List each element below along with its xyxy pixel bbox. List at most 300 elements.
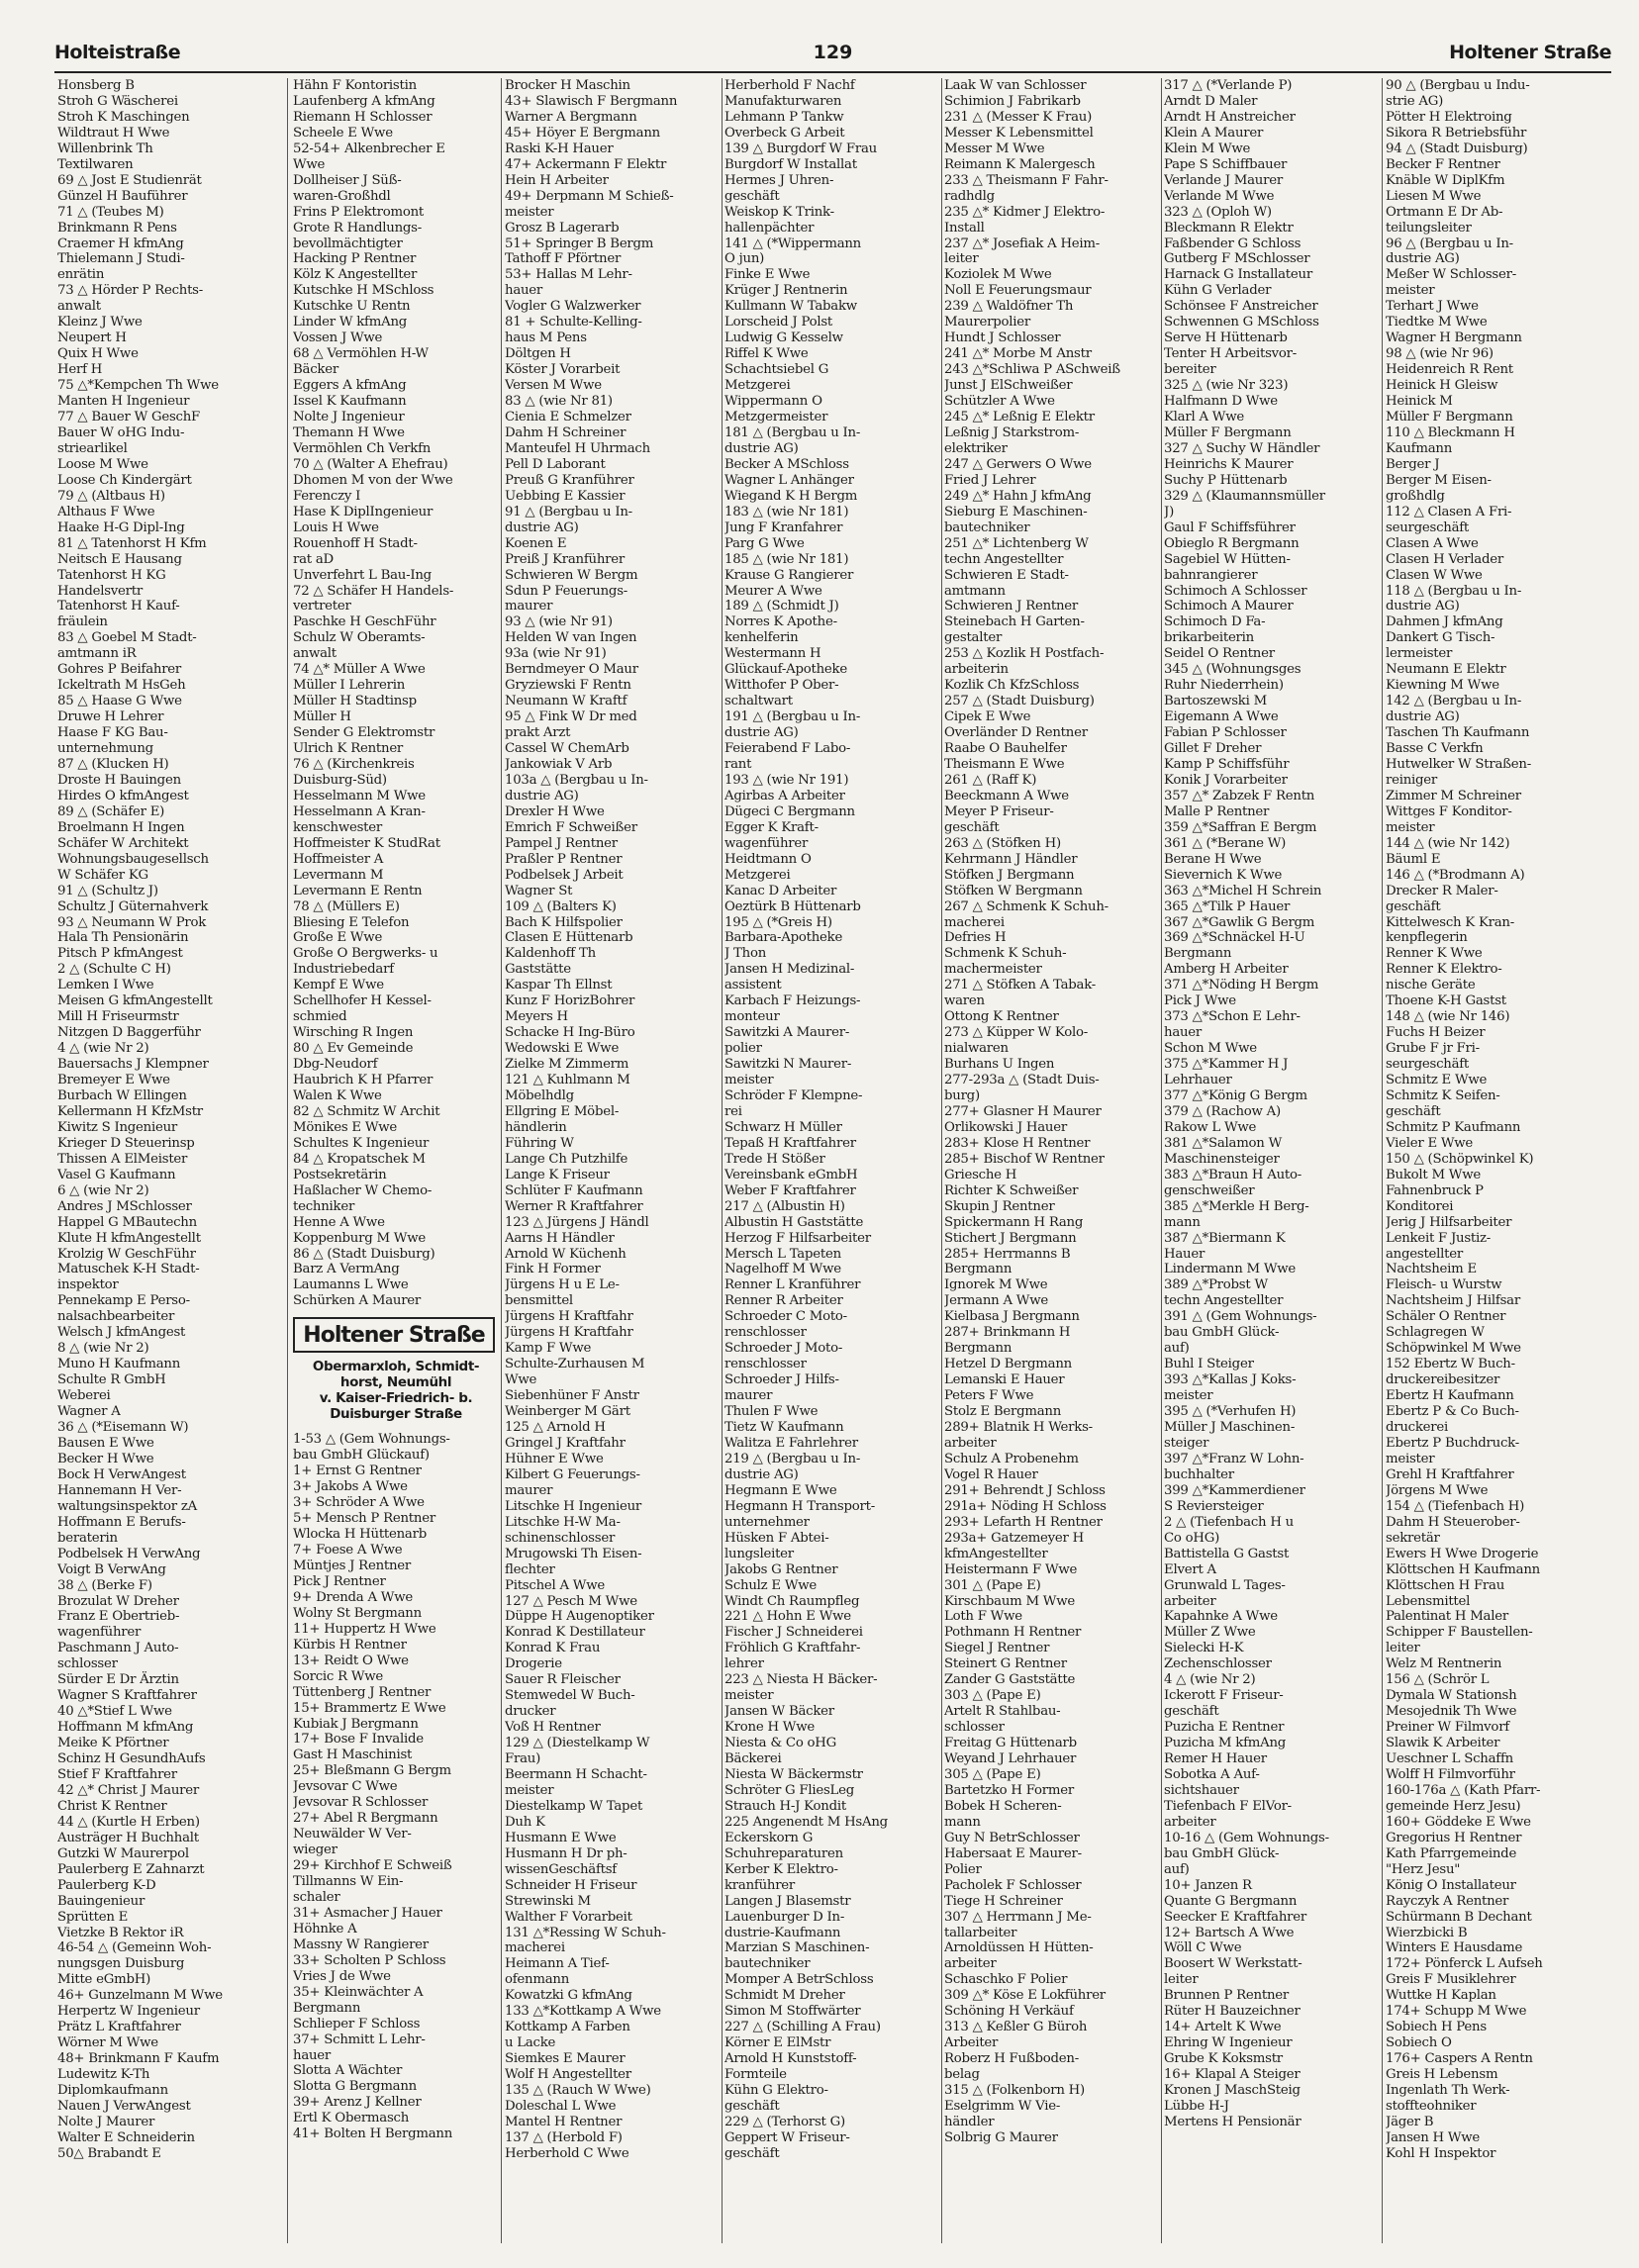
directory-entry: Sielecki H-K xyxy=(1164,1641,1244,1656)
directory-entry: Schulz W Oberamts- xyxy=(293,630,426,646)
directory-entry: Walter E Schneiderin xyxy=(57,2129,195,2145)
directory-entry: Klarl A Wwe xyxy=(1164,410,1244,425)
directory-entry: Thielemann J Studi- xyxy=(57,251,185,267)
directory-entry: Raabe O Bauhelfer xyxy=(944,741,1067,757)
directory-entry: Wagner L Anhänger xyxy=(724,472,854,488)
directory-entry: 4 △ (wie Nr 2) xyxy=(1164,1672,1256,1688)
directory-entry: Elvert A xyxy=(1164,1561,1216,1577)
directory-entry: Wolff H Filmvorführ xyxy=(1386,1766,1515,1782)
directory-entry: 391 △ (Gem Wohnungs- xyxy=(1164,1309,1317,1325)
column-divider xyxy=(941,78,942,2243)
directory-entry: 303 △ (Pape E) xyxy=(944,1688,1041,1704)
directory-entry: Hoffmeister A xyxy=(293,851,384,867)
directory-entry: inspektor xyxy=(57,1277,119,1293)
directory-entry: Finke E Wwe xyxy=(724,267,811,283)
directory-entry: 53+ Hallas M Lehr- xyxy=(505,267,632,283)
directory-entry: Lebensmittel xyxy=(1386,1593,1471,1609)
directory-entry: 69 △ Jost E Studienrät xyxy=(57,172,202,188)
directory-entry: Schröter G FliesLeg xyxy=(724,1782,855,1798)
directory-entry: arbeiter xyxy=(944,1956,997,1972)
directory-entry: macherei xyxy=(944,914,1005,930)
directory-entry: Install xyxy=(944,220,985,236)
directory-entry: strie AG) xyxy=(1386,93,1444,109)
directory-entry: Gregorius H Rentner xyxy=(1386,1830,1522,1845)
directory-entry: 141 △ (*Wippermann xyxy=(724,236,861,251)
directory-entry: Kozlik Ch KfzSchloss xyxy=(944,678,1080,694)
directory-entry: Jörgens M Wwe xyxy=(1386,1482,1489,1498)
directory-entry: Brozulat W Dreher xyxy=(57,1593,179,1609)
directory-entry: Ingenlath Th Werk- xyxy=(1386,2083,1510,2099)
directory-entry: Husmann H Dr ph- xyxy=(505,1845,627,1861)
directory-entry: 363 △*Michel H Schrein xyxy=(1164,883,1322,898)
directory-entry: Bäcker xyxy=(293,362,338,378)
column-1 xyxy=(57,78,285,2245)
directory-entry: Pitsch P kfmAngest xyxy=(57,946,183,962)
directory-entry: Gaul F Schiffsführer xyxy=(1164,520,1296,535)
directory-entry: Formteile xyxy=(724,2067,787,2083)
directory-entry: Lindermann M Wwe xyxy=(1164,1262,1297,1277)
directory-entry: schmied xyxy=(293,1009,347,1025)
directory-entry: Fischer J Schneiderei xyxy=(724,1625,863,1641)
directory-entry: 112 △ Clasen A Fri- xyxy=(1386,504,1512,520)
directory-entry: Muno H Kaufmann xyxy=(57,1357,181,1372)
directory-entry: Dahm H Steuerober- xyxy=(1386,1514,1520,1530)
page-header xyxy=(54,42,1611,69)
directory-entry: 377 △*König G Bergm xyxy=(1164,1088,1307,1103)
directory-entry: Führing W xyxy=(505,1135,574,1151)
directory-entry: Versen M Wwe xyxy=(505,378,602,394)
directory-entry: 75 △*Kempchen Th Wwe xyxy=(57,378,219,394)
directory-entry: 139 △ Burgdorf W Frau xyxy=(724,141,878,156)
directory-entry: Vietzke B Rektor iR xyxy=(57,1925,184,1940)
directory-entry: 160-176a △ (Kath Pfarr- xyxy=(1386,1782,1541,1798)
directory-entry: Große O Bergwerks- u xyxy=(293,946,438,962)
directory-entry: Kutschke H MSchloss xyxy=(293,283,434,299)
directory-entry: Louis H Wwe xyxy=(293,520,379,535)
directory-entry: Wirsching R Ingen xyxy=(293,1025,414,1041)
column-6 xyxy=(1164,78,1380,2245)
directory-entry: 156 △ (Schrör L xyxy=(1386,1672,1490,1688)
directory-entry: "Herz Jesu" xyxy=(1386,1861,1461,1877)
directory-entry: nalsachbearbeiter xyxy=(57,1309,175,1325)
directory-entry: vertreter xyxy=(293,599,351,614)
directory-entry: 357 △* Zabzek F Rentn xyxy=(1164,788,1315,803)
directory-entry: 68 △ Vermöhlen H-W xyxy=(293,346,429,362)
directory-entry: maurer xyxy=(505,599,553,614)
directory-entry: Unverfehrt L Bau-Ing xyxy=(293,567,432,583)
directory-entry: fräulein xyxy=(57,614,108,630)
directory-entry: Kiwitz S Ingenieur xyxy=(57,1119,178,1135)
directory-entry: Ludwig G Kesselw xyxy=(724,331,843,346)
directory-entry: Pape S Schiffbauer xyxy=(1164,156,1288,172)
directory-entry: Brocker H Maschin xyxy=(505,78,630,93)
directory-entry: Wwe xyxy=(293,156,326,172)
directory-entry: Sauer R Fleischer xyxy=(505,1672,621,1688)
directory-entry: 98 △ (wie Nr 96) xyxy=(1386,346,1494,362)
directory-entry: hauer xyxy=(293,2047,332,2063)
directory-entry: händlerin xyxy=(505,1119,567,1135)
directory-entry: 110 △ Bleckmann H xyxy=(1386,425,1515,440)
directory-entry: Niesta & Co oHG xyxy=(724,1736,837,1751)
directory-entry: Thulen F Wwe xyxy=(724,1404,819,1420)
directory-entry: Kowatzki G kfmAng xyxy=(505,1988,632,2004)
directory-entry: Basse C Verkfn xyxy=(1386,741,1484,757)
directory-entry: Battistella G Gastst xyxy=(1164,1546,1290,1561)
directory-entry: Uebbing E Kassier xyxy=(505,488,626,504)
directory-entry: flechter xyxy=(505,1561,555,1577)
directory-entry: Preuß G Kranführer xyxy=(505,472,634,488)
directory-entry: Eggers A kfmAng xyxy=(293,378,407,394)
running-head-right: Holtener Straße xyxy=(1449,42,1611,63)
directory-entry: Dahmen J kfmAng xyxy=(1386,614,1503,630)
directory-entry: 263 △ (Stöfken H) xyxy=(944,835,1061,851)
directory-entry: Renner L Kranführer xyxy=(724,1277,861,1293)
directory-entry: Herpertz W Ingenieur xyxy=(57,2004,200,2020)
directory-entry: Emrich F Schweißer xyxy=(505,819,637,835)
directory-entry: gestalter xyxy=(944,630,1003,646)
directory-entry: 369 △*Schnäckel H-U xyxy=(1164,930,1305,946)
directory-entry: 160+ Göddeke E Wwe xyxy=(1386,1814,1531,1830)
directory-entry: Brunnen P Rentner xyxy=(1164,1988,1289,2004)
directory-entry: Grehl H Kraftfahrer xyxy=(1386,1466,1514,1482)
directory-entry: 176+ Caspers A Rentn xyxy=(1386,2051,1533,2067)
directory-entry: elektriker xyxy=(944,440,1008,456)
directory-entry: 38 △ (Berke F) xyxy=(57,1577,152,1593)
directory-entry: 277+ Glasner H Maurer xyxy=(944,1103,1102,1119)
directory-entry: Glückauf-Apotheke xyxy=(724,662,847,678)
directory-entry: Malle P Rentner xyxy=(1164,803,1270,819)
directory-entry: Pick J Rentner xyxy=(293,1573,386,1589)
directory-entry: Stemwedel W Buch- xyxy=(505,1688,635,1704)
directory-entry: 154 △ (Tiefenbach H) xyxy=(1386,1498,1525,1514)
directory-entry: 45+ Höyer E Bergmann xyxy=(505,125,660,141)
directory-entry: Fuchs H Beizer xyxy=(1386,1025,1486,1041)
directory-entry: 389 △*Probst W xyxy=(1164,1277,1268,1293)
directory-entry: dustrie AG) xyxy=(724,1466,799,1482)
directory-entry: Kronen J MaschSteig xyxy=(1164,2083,1301,2099)
directory-entry: 71 △ (Teubes M) xyxy=(57,204,164,220)
directory-entry: 1-53 △ (Gem Wohnungs- xyxy=(293,1432,450,1448)
directory-entry: meister xyxy=(1386,819,1435,835)
directory-entry: Levermann M xyxy=(293,867,384,883)
directory-entry: Krause G Rangierer xyxy=(724,567,854,583)
directory-entry: sichtshauer xyxy=(1164,1782,1239,1798)
directory-entry: Jansen H Wwe xyxy=(1386,2129,1481,2145)
directory-entry: Schellhofer H Kessel- xyxy=(293,993,432,1009)
directory-entry: techn Angestellter xyxy=(1164,1293,1284,1309)
directory-entry: 4 △ (wie Nr 2) xyxy=(57,1041,149,1057)
directory-entry: Weber F Kraftfahrer xyxy=(724,1182,856,1198)
directory-entry: Winters E Hausdame xyxy=(1386,1940,1523,1956)
directory-entry: Lübbe H-J xyxy=(1164,2099,1229,2114)
directory-entry: Pacholek F Schlosser xyxy=(944,1877,1082,1893)
directory-entry: 81 △ Tatenhorst H Kfm xyxy=(57,535,207,551)
directory-entry: Althaus F Wwe xyxy=(57,504,155,520)
directory-entry: Paulerberg E Zahnarzt xyxy=(57,1861,205,1877)
directory-entry: Jansen H Medizinal- xyxy=(724,962,855,978)
directory-entry: 80 △ Ev Gemeinde xyxy=(293,1041,414,1057)
column-5 xyxy=(944,78,1160,2245)
directory-entry: Mertens H Pensionär xyxy=(1164,2114,1302,2129)
directory-entry: Haubrich K H Pfarrer xyxy=(293,1073,434,1088)
directory-entry: Heimann A Tief- xyxy=(505,1956,610,1972)
directory-entry: Ickeltrath M HsGeh xyxy=(57,678,186,694)
page-number: 129 xyxy=(813,42,853,63)
directory-entry: 313 △ Keßler G Büroh xyxy=(944,2020,1088,2035)
directory-entry: Neumann E Elektr xyxy=(1386,662,1506,678)
directory-entry: Mitte eGmbH) xyxy=(57,1972,151,1988)
directory-entry: wieger xyxy=(293,1843,337,1858)
directory-entry: Ebertz P Buchdruck- xyxy=(1386,1435,1519,1451)
directory-entry: seurgeschäft xyxy=(1386,1057,1470,1073)
running-head-left: Holteistraße xyxy=(54,42,181,63)
directory-entry: Ignorek M Wwe xyxy=(944,1277,1048,1293)
directory-entry: Hesselmann M Wwe xyxy=(293,788,426,803)
directory-entry: Renner K Wwe xyxy=(1386,946,1483,962)
directory-entry: waltungsinspektor zA xyxy=(57,1498,197,1514)
directory-entry: Nauen J VerwAngest xyxy=(57,2099,191,2114)
directory-entry: Polier xyxy=(944,1861,982,1877)
directory-entry: Heidtmann O xyxy=(724,851,812,867)
directory-entry: Sievernich K Wwe xyxy=(1164,867,1283,883)
directory-entry: 293a+ Gatzemeyer H xyxy=(944,1530,1084,1546)
directory-entry: 43+ Slawisch F Bergmann xyxy=(505,93,678,109)
directory-entry: Manten H Ingenieur xyxy=(57,394,190,410)
directory-entry: Kamp P Schiffsführ xyxy=(1164,756,1290,772)
directory-entry: Lauenburger D In- xyxy=(724,1909,845,1925)
directory-entry: 185 △ (wie Nr 181) xyxy=(724,551,849,567)
directory-entry: Knäble W DiplKfm xyxy=(1386,172,1505,188)
directory-entry: 375 △*Kammer H J xyxy=(1164,1057,1289,1073)
directory-entry: 72 △ Schäfer H Handels- xyxy=(293,583,454,599)
directory-entry: Schimoch D Fa- xyxy=(1164,614,1266,630)
directory-entry: Maschinensteiger xyxy=(1164,1151,1280,1167)
directory-entry: Schlüter F Kaufmann xyxy=(505,1182,643,1198)
directory-entry: Textilwaren xyxy=(57,156,134,172)
directory-entry: Mantel H Rentner xyxy=(505,2114,623,2129)
directory-entry: 77 △ Bauer W GeschF xyxy=(57,410,201,425)
directory-entry: Riemann H Schlosser xyxy=(293,109,433,125)
directory-entry: Eigemann A Wwe xyxy=(1164,709,1279,725)
directory-entry: Duh K xyxy=(505,1814,545,1830)
directory-entry: lehrer xyxy=(724,1656,764,1672)
directory-entry: unternehmer xyxy=(724,1514,810,1530)
directory-entry: 249 △* Hahn J kfmAng xyxy=(944,488,1092,504)
directory-entry: 17+ Bose F Invalide xyxy=(293,1732,424,1748)
directory-entry: Möbelhdlg xyxy=(505,1088,574,1103)
directory-entry: 40 △*Stief L Wwe xyxy=(57,1704,172,1720)
directory-entry: Hoffmann M kfmAng xyxy=(57,1720,194,1736)
directory-entry: Reimann K Malergesch xyxy=(944,156,1096,172)
directory-entry: 257 △ (Stadt Duisburg) xyxy=(944,694,1095,709)
directory-entry: 46-54 △ (Gemeinn Woh- xyxy=(57,1940,212,1956)
directory-entry: 3+ Jakobs A Wwe xyxy=(293,1479,408,1495)
directory-entry: Orlikowski J Hauer xyxy=(944,1119,1067,1135)
directory-entry: 93a (wie Nr 91) xyxy=(505,646,607,662)
directory-entry: Theismann E Wwe xyxy=(944,756,1065,772)
directory-entry: 285+ Bischof W Rentner xyxy=(944,1151,1105,1167)
directory-entry: Grube K Koksmstr xyxy=(1164,2051,1283,2067)
directory-entry: Sdun P Feuerungs- xyxy=(505,583,628,599)
directory-entry: Zimmer M Schreiner xyxy=(1386,788,1521,803)
directory-entry: 361 △ (*Berane W) xyxy=(1164,835,1287,851)
directory-entry: Bobek H Scheren- xyxy=(944,1798,1062,1814)
directory-entry: Eselgrimm W Vie- xyxy=(944,2099,1061,2114)
directory-entry: tallarbeiter xyxy=(944,1925,1017,1940)
directory-entry: 29+ Kirchhof E Schweiß xyxy=(293,1858,452,1874)
directory-entry: Müller J Maschinen- xyxy=(1164,1420,1296,1436)
directory-entry: amtmann xyxy=(944,583,1006,599)
directory-entry: Lenkeit F Justiz- xyxy=(1386,1230,1492,1246)
directory-entry: Tiege H Schreiner xyxy=(944,1893,1063,1909)
directory-entry: 345 △ (Wohnungsges xyxy=(1164,662,1302,678)
column-divider xyxy=(501,78,502,2243)
directory-entry: Burgdorf W Installat xyxy=(724,156,857,172)
directory-entry: mann xyxy=(944,1814,981,1830)
directory-entry: 50△ Brabandt E xyxy=(57,2145,161,2161)
directory-entry: Hannemann H Ver- xyxy=(57,1482,182,1498)
directory-entry: Jermann A Wwe xyxy=(944,1293,1048,1309)
directory-entry: Raski K-H Hauer xyxy=(505,141,614,156)
directory-entry: belag xyxy=(944,2067,980,2083)
directory-entry: Stöfken J Bergmann xyxy=(944,867,1075,883)
directory-entry: Vasel G Kaufmann xyxy=(57,1167,176,1182)
directory-entry: 309 △* Köse E Lokführer xyxy=(944,1988,1106,2004)
directory-entry: Rakow L Wwe xyxy=(1164,1119,1257,1135)
directory-entry: Schroeder J Hilfs- xyxy=(724,1372,839,1388)
directory-entry: schinenschlosser xyxy=(505,1530,616,1546)
directory-entry: 323 △ (Oploh W) xyxy=(1164,204,1272,220)
directory-entry: Schinz H GesundhAufs xyxy=(57,1751,206,1767)
directory-entry: Wlocka H Hüttenarb xyxy=(293,1527,427,1543)
directory-entry: Welz M Rentnerin xyxy=(1386,1656,1502,1672)
directory-entry: Druwe H Lehrer xyxy=(57,709,164,725)
directory-entry: haus M Pens xyxy=(505,331,587,346)
directory-entry: Skupin J Rentner xyxy=(944,1198,1055,1214)
directory-entry: Ellgring E Möbel- xyxy=(505,1103,620,1119)
directory-entry: Meyer P Friseur- xyxy=(944,803,1054,819)
directory-entry: Grote R Handlungs- xyxy=(293,220,422,236)
directory-entry: 393 △*Kallas J Koks- xyxy=(1164,1372,1297,1388)
directory-entry: Müller F Bergmann xyxy=(1164,425,1292,440)
directory-entry: 273 △ Küpper W Kolo- xyxy=(944,1025,1088,1041)
directory-entry: dustrie AG) xyxy=(1386,599,1460,614)
street-section-subtitle: horst, Neumühl xyxy=(339,1374,452,1391)
directory-entry: machermeister xyxy=(944,962,1042,978)
directory-entry: 327 △ Suchy W Händler xyxy=(1164,440,1320,456)
directory-entry: 129 △ (Diestelkamp W xyxy=(505,1736,650,1751)
directory-entry: 86 △ (Stadt Duisburg) xyxy=(293,1246,435,1262)
directory-entry: Schulz E Wwe xyxy=(724,1577,818,1593)
directory-entry: Jerig J Hilfsarbeiter xyxy=(1386,1214,1512,1230)
directory-entry: Tiedtke M Wwe xyxy=(1386,315,1488,331)
directory-entry: Manufakturwaren xyxy=(724,93,842,109)
directory-entry: Renner R Arbeiter xyxy=(724,1293,843,1309)
directory-entry: 148 △ (wie Nr 146) xyxy=(1386,1009,1510,1025)
directory-entry: 146 △ (*Brodmann A) xyxy=(1386,867,1525,883)
directory-entry: schlosser xyxy=(944,1720,1005,1736)
directory-entry: 261 △ (Raff K) xyxy=(944,772,1037,788)
directory-entry: 35+ Kleinwächter A xyxy=(293,1984,424,2000)
directory-entry: Amberg H Arbeiter xyxy=(1164,962,1289,978)
directory-entry: Krolzig W GeschFühr xyxy=(57,1246,196,1262)
directory-entry: Laumanns L Wwe xyxy=(293,1277,409,1293)
directory-entry: dustrie AG) xyxy=(724,725,799,741)
directory-entry: Drecker R Maler- xyxy=(1386,883,1498,898)
directory-entry: Ortmann E Dr Ab- xyxy=(1386,204,1503,220)
directory-entry: 1+ Ernst G Rentner xyxy=(293,1464,422,1479)
directory-entry: Tietz W Kaufmann xyxy=(724,1420,844,1436)
directory-entry: 48+ Brinkmann F Kaufm xyxy=(57,2051,220,2067)
directory-entry: rei xyxy=(724,1103,742,1119)
directory-entry: Fahnenbruck P xyxy=(1386,1182,1484,1198)
directory-entry: Hase K DiplIngenieur xyxy=(293,504,434,520)
directory-entry: Arndt D Maler xyxy=(1164,93,1258,109)
directory-entry: Arnold H Kunststoff- xyxy=(724,2051,857,2067)
directory-entry: bautechniker xyxy=(724,1956,811,1972)
directory-entry: 9+ Drenda A Wwe xyxy=(293,1589,413,1605)
directory-entry: arbeiter xyxy=(1164,1593,1216,1609)
directory-entry: sekretär xyxy=(1386,1530,1440,1546)
column-3 xyxy=(505,78,721,2245)
directory-entry: Döltgen H xyxy=(505,346,571,362)
directory-entry: 25+ Bleßmann G Bergm xyxy=(293,1763,451,1779)
directory-entry: Köster J Vorarbeit xyxy=(505,362,621,378)
directory-entry: Fleisch- u Wurstw xyxy=(1386,1277,1502,1293)
directory-entry: 243 △*Schliwa P ASchweiß xyxy=(944,362,1120,378)
directory-entry: enrätin xyxy=(57,267,105,283)
directory-entry: Sorcic R Wwe xyxy=(293,1668,384,1684)
street-section-subtitle: Obermarxloh, Schmidt- xyxy=(312,1359,480,1375)
directory-entry: Schacke H Ing-Büro xyxy=(505,1025,635,1041)
directory-entry: bau GmbH Glück- xyxy=(1164,1325,1280,1341)
directory-entry: Hutwelker W Straßen- xyxy=(1386,756,1531,772)
directory-entry: Loose M Wwe xyxy=(57,456,148,472)
directory-entry: Krone H Wwe xyxy=(724,1720,815,1736)
directory-entry: Wwe xyxy=(505,1372,537,1388)
directory-entry: Schachtsiebel G xyxy=(724,362,829,378)
directory-entry: 191 △ (Bergbau u In- xyxy=(724,709,861,725)
directory-entry: ofenmann xyxy=(505,1972,570,1988)
directory-entry: radhdlg xyxy=(944,188,995,204)
directory-entry: Schulz A Probenehm xyxy=(944,1451,1079,1466)
directory-entry: Ickerott F Friseur- xyxy=(1164,1688,1284,1704)
directory-entry: Schimoch A Maurer xyxy=(1164,599,1294,614)
directory-entry: Müntjes J Rentner xyxy=(293,1558,412,1573)
directory-entry: 37+ Schmitt L Lehr- xyxy=(293,2032,426,2047)
directory-entry: 381 △*Salamon W xyxy=(1164,1135,1283,1151)
directory-entry: Berger J xyxy=(1386,456,1440,472)
directory-entry: Langen J Blasemstr xyxy=(724,1893,851,1909)
directory-entry: 93 △ (wie Nr 91) xyxy=(505,614,613,630)
directory-entry: Schipper F Baustellen- xyxy=(1386,1625,1533,1641)
directory-entry: 193 △ (wie Nr 191) xyxy=(724,772,849,788)
directory-entry: 181 △ (Bergbau u In- xyxy=(724,425,861,440)
directory-entry: Bergmann xyxy=(293,2000,361,2016)
directory-entry: 121 △ Kuhlmann M xyxy=(505,1073,630,1088)
directory-entry: Bartetzko H Former xyxy=(944,1782,1074,1798)
directory-entry: beraterin xyxy=(57,1530,118,1546)
directory-entry: Loth F Wwe xyxy=(944,1609,1022,1625)
directory-entry: Schultes K Ingenieur xyxy=(293,1135,430,1151)
directory-entry: Palentinat H Maler xyxy=(1386,1609,1508,1625)
directory-entry: Kellermann H KfzMstr xyxy=(57,1103,203,1119)
directory-entry: 91 △ (Bergbau u In- xyxy=(505,504,632,520)
directory-entry: Themann H Wwe xyxy=(293,425,405,440)
directory-entry: Pampel J Rentner xyxy=(505,835,618,851)
directory-entry: Albustin H Gaststätte xyxy=(724,1214,864,1230)
directory-entry: Nolte J Maurer xyxy=(57,2114,155,2129)
